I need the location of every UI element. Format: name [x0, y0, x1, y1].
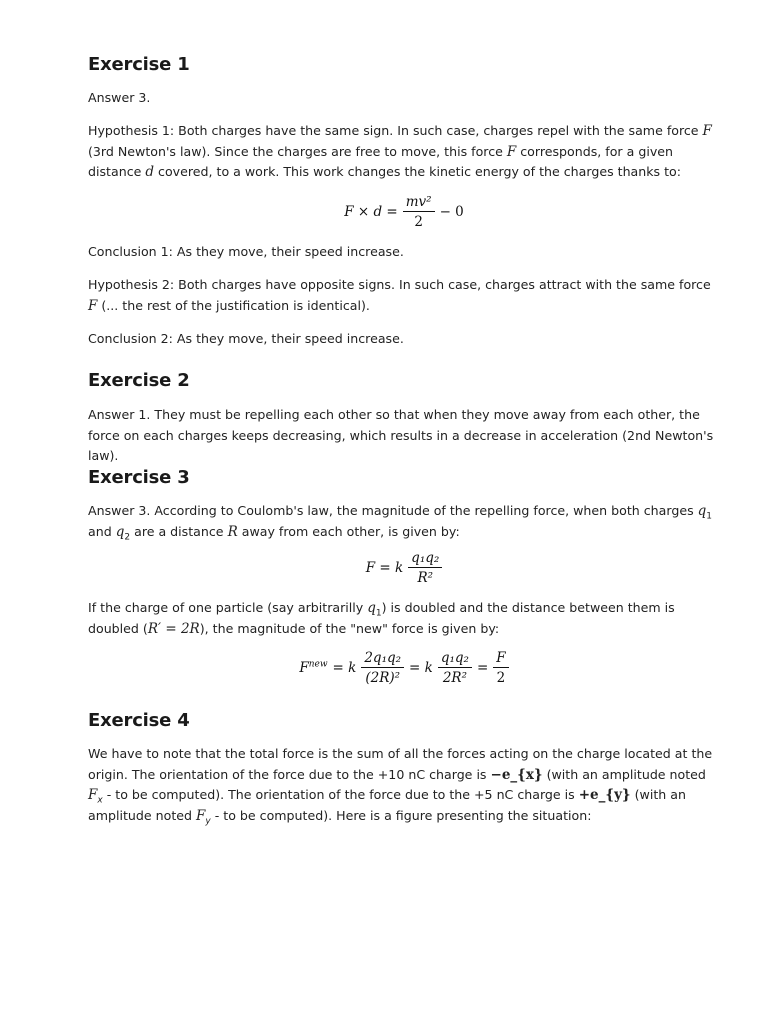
exercise-1-answer: Answer 3. — [88, 90, 151, 105]
exercise-4-title: Exercise 4 — [88, 710, 190, 731]
exercise-3-title: Exercise 3 — [88, 467, 190, 488]
exercise-2-answer: Answer 1. They must be repelling each other so that when they move away from each other, the force on each charges keeps decreasing, which results in a decrease in acceleration (2nd Newton's law). — [88, 407, 714, 463]
doubled-charge-paragraph: If the charge of one particle (say arbitrarilly $q_1$) is doubled and the distance between them is doubled (R′ = 2R), the magnitude of the "new" force is given by: — [88, 600, 675, 637]
conclusion-1: Conclusion 1: As they move, their speed increase. — [88, 244, 404, 259]
coulomb-equation: F = k $\frac{\text{q₁q₂}}{\text{R²}}$ — [88, 550, 720, 586]
hypothesis-2-paragraph: Hypothesis 2: Both charges have opposite signs. In such case, charges attract with the same force F (... the rest of the justification is identical). — [88, 277, 711, 314]
work-energy-equation: F × d = $\frac{\text{mv²}}{2}$ − 0 — [344, 194, 464, 230]
coulomb-paragraph: Answer 3. According to Coulomb's law, the magnitude of the repelling force, when both charges $q_1$ and $q_2$ are a distance R away from each other, is given by: — [88, 503, 713, 543]
exercise-2-title: Exercise 2 — [88, 370, 190, 391]
conclusion-2: Conclusion 2: As they move, their speed increase. — [88, 331, 404, 346]
exercise-1-title: Exercise 1 — [88, 54, 190, 75]
new-force-equation: $F^{new}$ = k $\frac{\text{2q₁q₂}}{\text{(2R)²}}$ = k $\frac{\text{q₁q₂}}{\text{2R²}}$ = $\frac{F}{2}$ — [88, 650, 720, 686]
hypothesis-1-paragraph: Hypothesis 1: Both charges have the same sign. In such case, charges repel with the same force F (3rd Newton's law). Since the charges are free to move, this force F corresponds, for a given distance d covered, to a work. This work changes the kinetic energy of the charges thanks to: — [88, 123, 712, 180]
exercise-4-paragraph: We have to note that the total force is the sum of all the forces acting on the charge located at the origin. The orientation of the force due to the +10 nC charge is −e_{x} (with an amplitude noted $F_x$ - to be computed). The orientation of the force due to the +5 nC charge is +e_{y} (with an amplitude noted $F_y$ - to be computed). Here is a figure presenting the situation: — [88, 746, 713, 827]
